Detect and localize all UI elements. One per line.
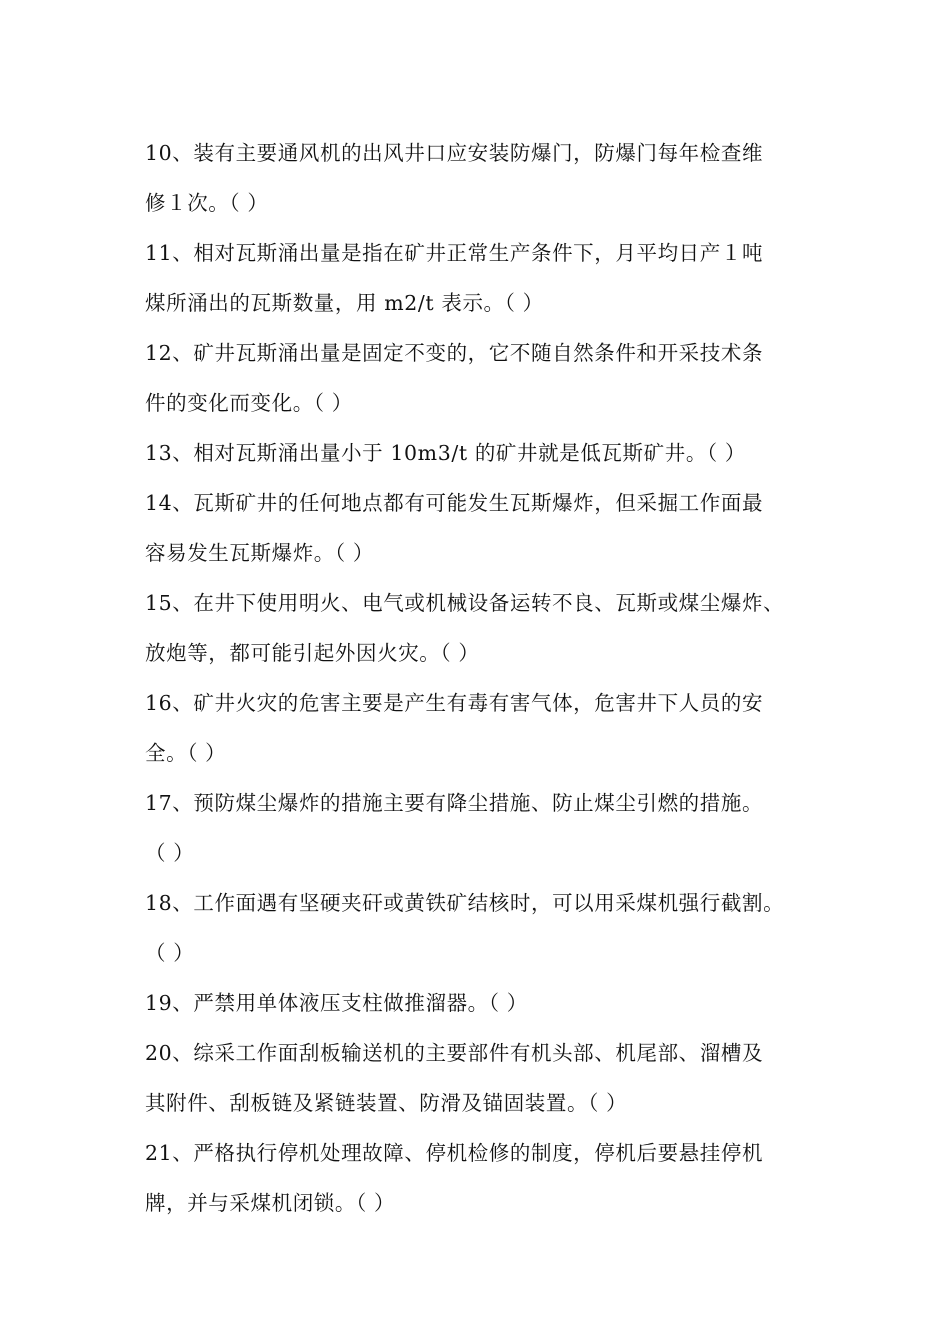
text-line-q21-b: 牌，并与采煤机闭锁。（ ） — [145, 1191, 396, 1215]
text-line-q12-a: 12、矿井瓦斯涌出量是固定不变的，它不随自然条件和开采技术条 — [145, 341, 764, 365]
text-line-q20-a: 20、综采工作面刮板输送机的主要部件有机头部、机尾部、溜槽及 — [145, 1041, 764, 1065]
text-line-q14-b: 容易发生瓦斯爆炸。（ ） — [145, 541, 374, 565]
text-line-q21-a: 21、严格执行停机处理故障、停机检修的制度，停机后要悬挂停机 — [145, 1141, 764, 1165]
text-line-q18-b: （ ） — [145, 941, 195, 965]
text-line-q10-a: 10、装有主要通风机的出风井口应安装防爆门，防爆门每年检查维 — [145, 141, 764, 165]
text-line-q17-b: （ ） — [145, 841, 195, 865]
text-line-q10-b: 修１次。（ ） — [145, 191, 269, 215]
text-line-q11-a: 11、相对瓦斯涌出量是指在矿井正常生产条件下，月平均日产１吨 — [145, 241, 764, 265]
text-line-q16-b: 全。（ ） — [145, 741, 227, 765]
text-line-q15-b: 放炮等，都可能引起外因火灾。（ ） — [145, 641, 480, 665]
text-line-q13: 13、相对瓦斯涌出量小于 10m3/t 的矿井就是低瓦斯矿井。（ ） — [145, 441, 746, 465]
text-line-q14-a: 14、瓦斯矿井的任何地点都有可能发生瓦斯爆炸，但采掘工作面最 — [145, 491, 764, 515]
text-line-q15-a: 15、在井下使用明火、电气或机械设备运转不良、瓦斯或煤尘爆炸、 — [145, 591, 785, 615]
text-line-q18-a: 18、工作面遇有坚硬夹矸或黄铁矿结核时，可以用采煤机强行截割。 — [145, 891, 785, 915]
text-line-q12-b: 件的变化而变化。（ ） — [145, 391, 353, 415]
question-list — [145, 128, 825, 1228]
text-line-q11-b: 煤所涌出的瓦斯数量，用 m2/t 表示。（ ） — [145, 291, 544, 315]
text-line-q20-b: 其附件、刮板链及紧链装置、防滑及锚固装置。（ ） — [145, 1091, 628, 1115]
text-line-q16-a: 16、矿井火灾的危害主要是产生有毒有害气体，危害井下人员的安 — [145, 691, 764, 715]
text-line-q17-a: 17、预防煤尘爆炸的措施主要有降尘措施、防止煤尘引燃的措施。 — [145, 791, 764, 815]
text-line-q19: 19、严禁用单体液压支柱做推溜器。（ ） — [145, 991, 528, 1015]
